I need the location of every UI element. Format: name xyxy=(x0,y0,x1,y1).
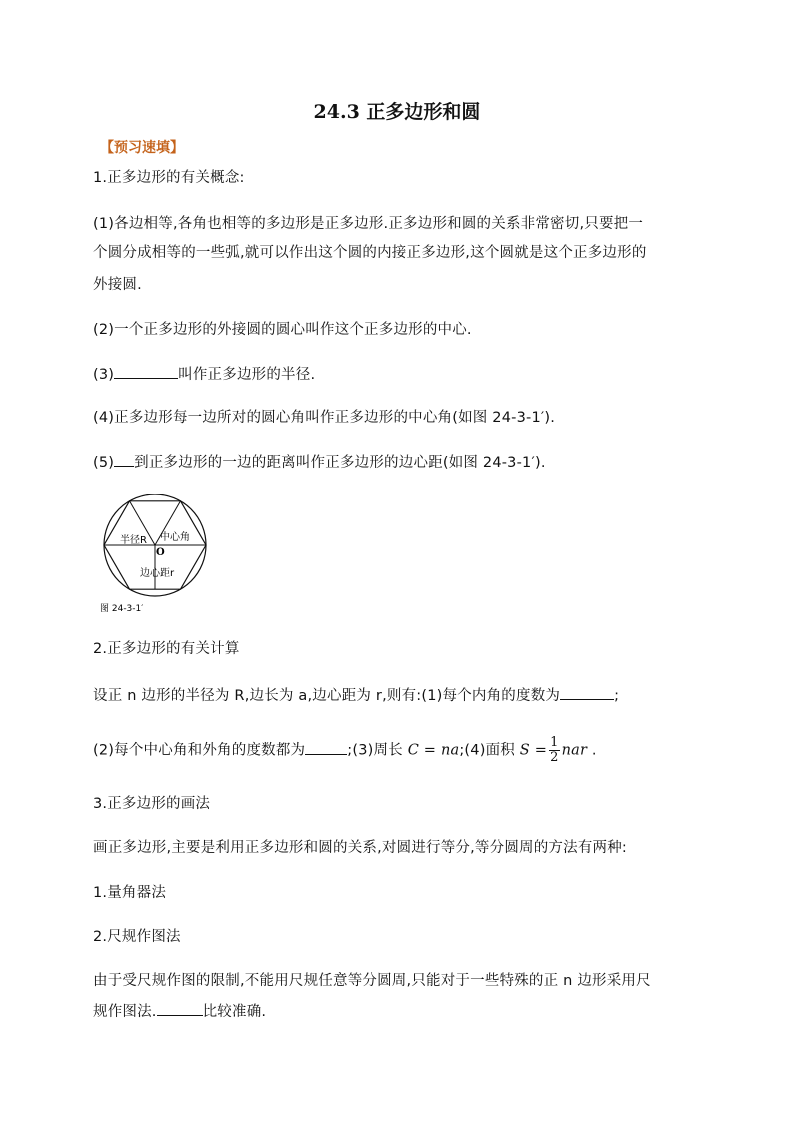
label-radius: 半径R xyxy=(120,535,147,546)
paragraph-1-line-3: 外接圆. xyxy=(93,277,142,293)
calc-line-1-suffix: ; xyxy=(614,688,620,704)
calc-line-2-end: . xyxy=(591,742,597,759)
paragraph-5 xyxy=(93,452,703,473)
paragraph-5-prefix: (5) xyxy=(93,455,115,471)
fill-blank-interior-angle[interactable] xyxy=(560,685,614,700)
final-paragraph-line-1: 由于受尺规作图的限制,不能用尺规任意等分圆周,只能对于一些特殊的正 n 边形采用尺 xyxy=(93,973,651,989)
final-paragraph-line-2 xyxy=(93,1001,703,1022)
area-fraction xyxy=(549,736,559,765)
paragraph-5-suffix: 到正多边形的一边的距离叫作正多边形的边心距(如图 24-3-1′). xyxy=(134,455,546,471)
paragraph-3 xyxy=(93,364,703,385)
fill-blank-radius[interactable] xyxy=(114,364,178,379)
calc-line-2-mid2: ;(4)面积 xyxy=(459,742,515,759)
calc-line-1-prefix: 设正 n 边形的半径为 R,边长为 a,边心距为 r,则有:(1)每个内角的度数为 xyxy=(93,688,561,704)
fill-blank-center[interactable] xyxy=(114,452,134,467)
fill-blank-method[interactable] xyxy=(157,1001,203,1016)
fill-blank-central-angle[interactable] xyxy=(305,740,347,755)
hexagon-circle-diagram xyxy=(100,494,210,614)
calc-line-2-mid1: ;(3)周长 xyxy=(347,742,403,759)
method-compass: 2.尺规作图法 xyxy=(93,929,181,945)
paragraph-3-prefix: (3) xyxy=(93,367,115,383)
label-central-angle: 中心角 xyxy=(160,532,190,543)
label-apothem: 边心距r xyxy=(140,568,175,579)
area-lhs: S = xyxy=(519,742,548,759)
drawing-intro: 画正多边形,主要是利用正多边形和圆的关系,对圆进行等分,等分圆周的方法有两种: xyxy=(93,840,628,856)
paragraph-2: (2)一个正多边形的外接圆的圆心叫作这个正多边形的中心. xyxy=(93,322,472,338)
area-fraction-denominator: 2 xyxy=(550,750,559,765)
heading-drawing: 3.正多边形的画法 xyxy=(93,796,211,812)
paragraph-4: (4)正多边形每一边所对的圆心角叫作正多边形的中心角(如图 24-3-1′). xyxy=(93,410,556,426)
calc-line-2 xyxy=(93,736,703,765)
calc-line-2-prefix: (2)每个中心角和外角的度数都为 xyxy=(93,742,306,759)
perimeter-formula: C = na xyxy=(407,742,460,759)
figure-caption: 图 24-3-1′ xyxy=(100,604,144,614)
paragraph-3-suffix: 叫作正多边形的半径. xyxy=(178,367,316,383)
page-title: 24.3 正多边形和圆 xyxy=(313,101,481,123)
heading-concepts: 1.正多边形的有关概念: xyxy=(93,170,245,186)
final-paragraph-suffix: 比较准确. xyxy=(202,1004,267,1020)
heading-calculation: 2.正多边形的有关计算 xyxy=(93,641,240,657)
method-protractor: 1.量角器法 xyxy=(93,885,167,901)
paragraph-1-line-2: 个圆分成相等的一些弧,就可以作出这个圆的内接正多边形,这个圆就是这个正多边形的 xyxy=(93,245,647,261)
area-rhs: nar xyxy=(561,742,588,759)
calc-line-1 xyxy=(93,685,703,706)
figure-hexagon-in-circle xyxy=(100,494,210,614)
final-paragraph-prefix: 规作图法. xyxy=(93,1004,157,1020)
area-fraction-numerator: 1 xyxy=(550,735,559,750)
label-center-o: O xyxy=(156,547,165,558)
section-tag: 【预习速填】 xyxy=(100,140,184,156)
paragraph-1-line-1: (1)各边相等,各角也相等的多边形是正多边形.正多边形和圆的关系非常密切,只要把一 xyxy=(93,216,644,232)
